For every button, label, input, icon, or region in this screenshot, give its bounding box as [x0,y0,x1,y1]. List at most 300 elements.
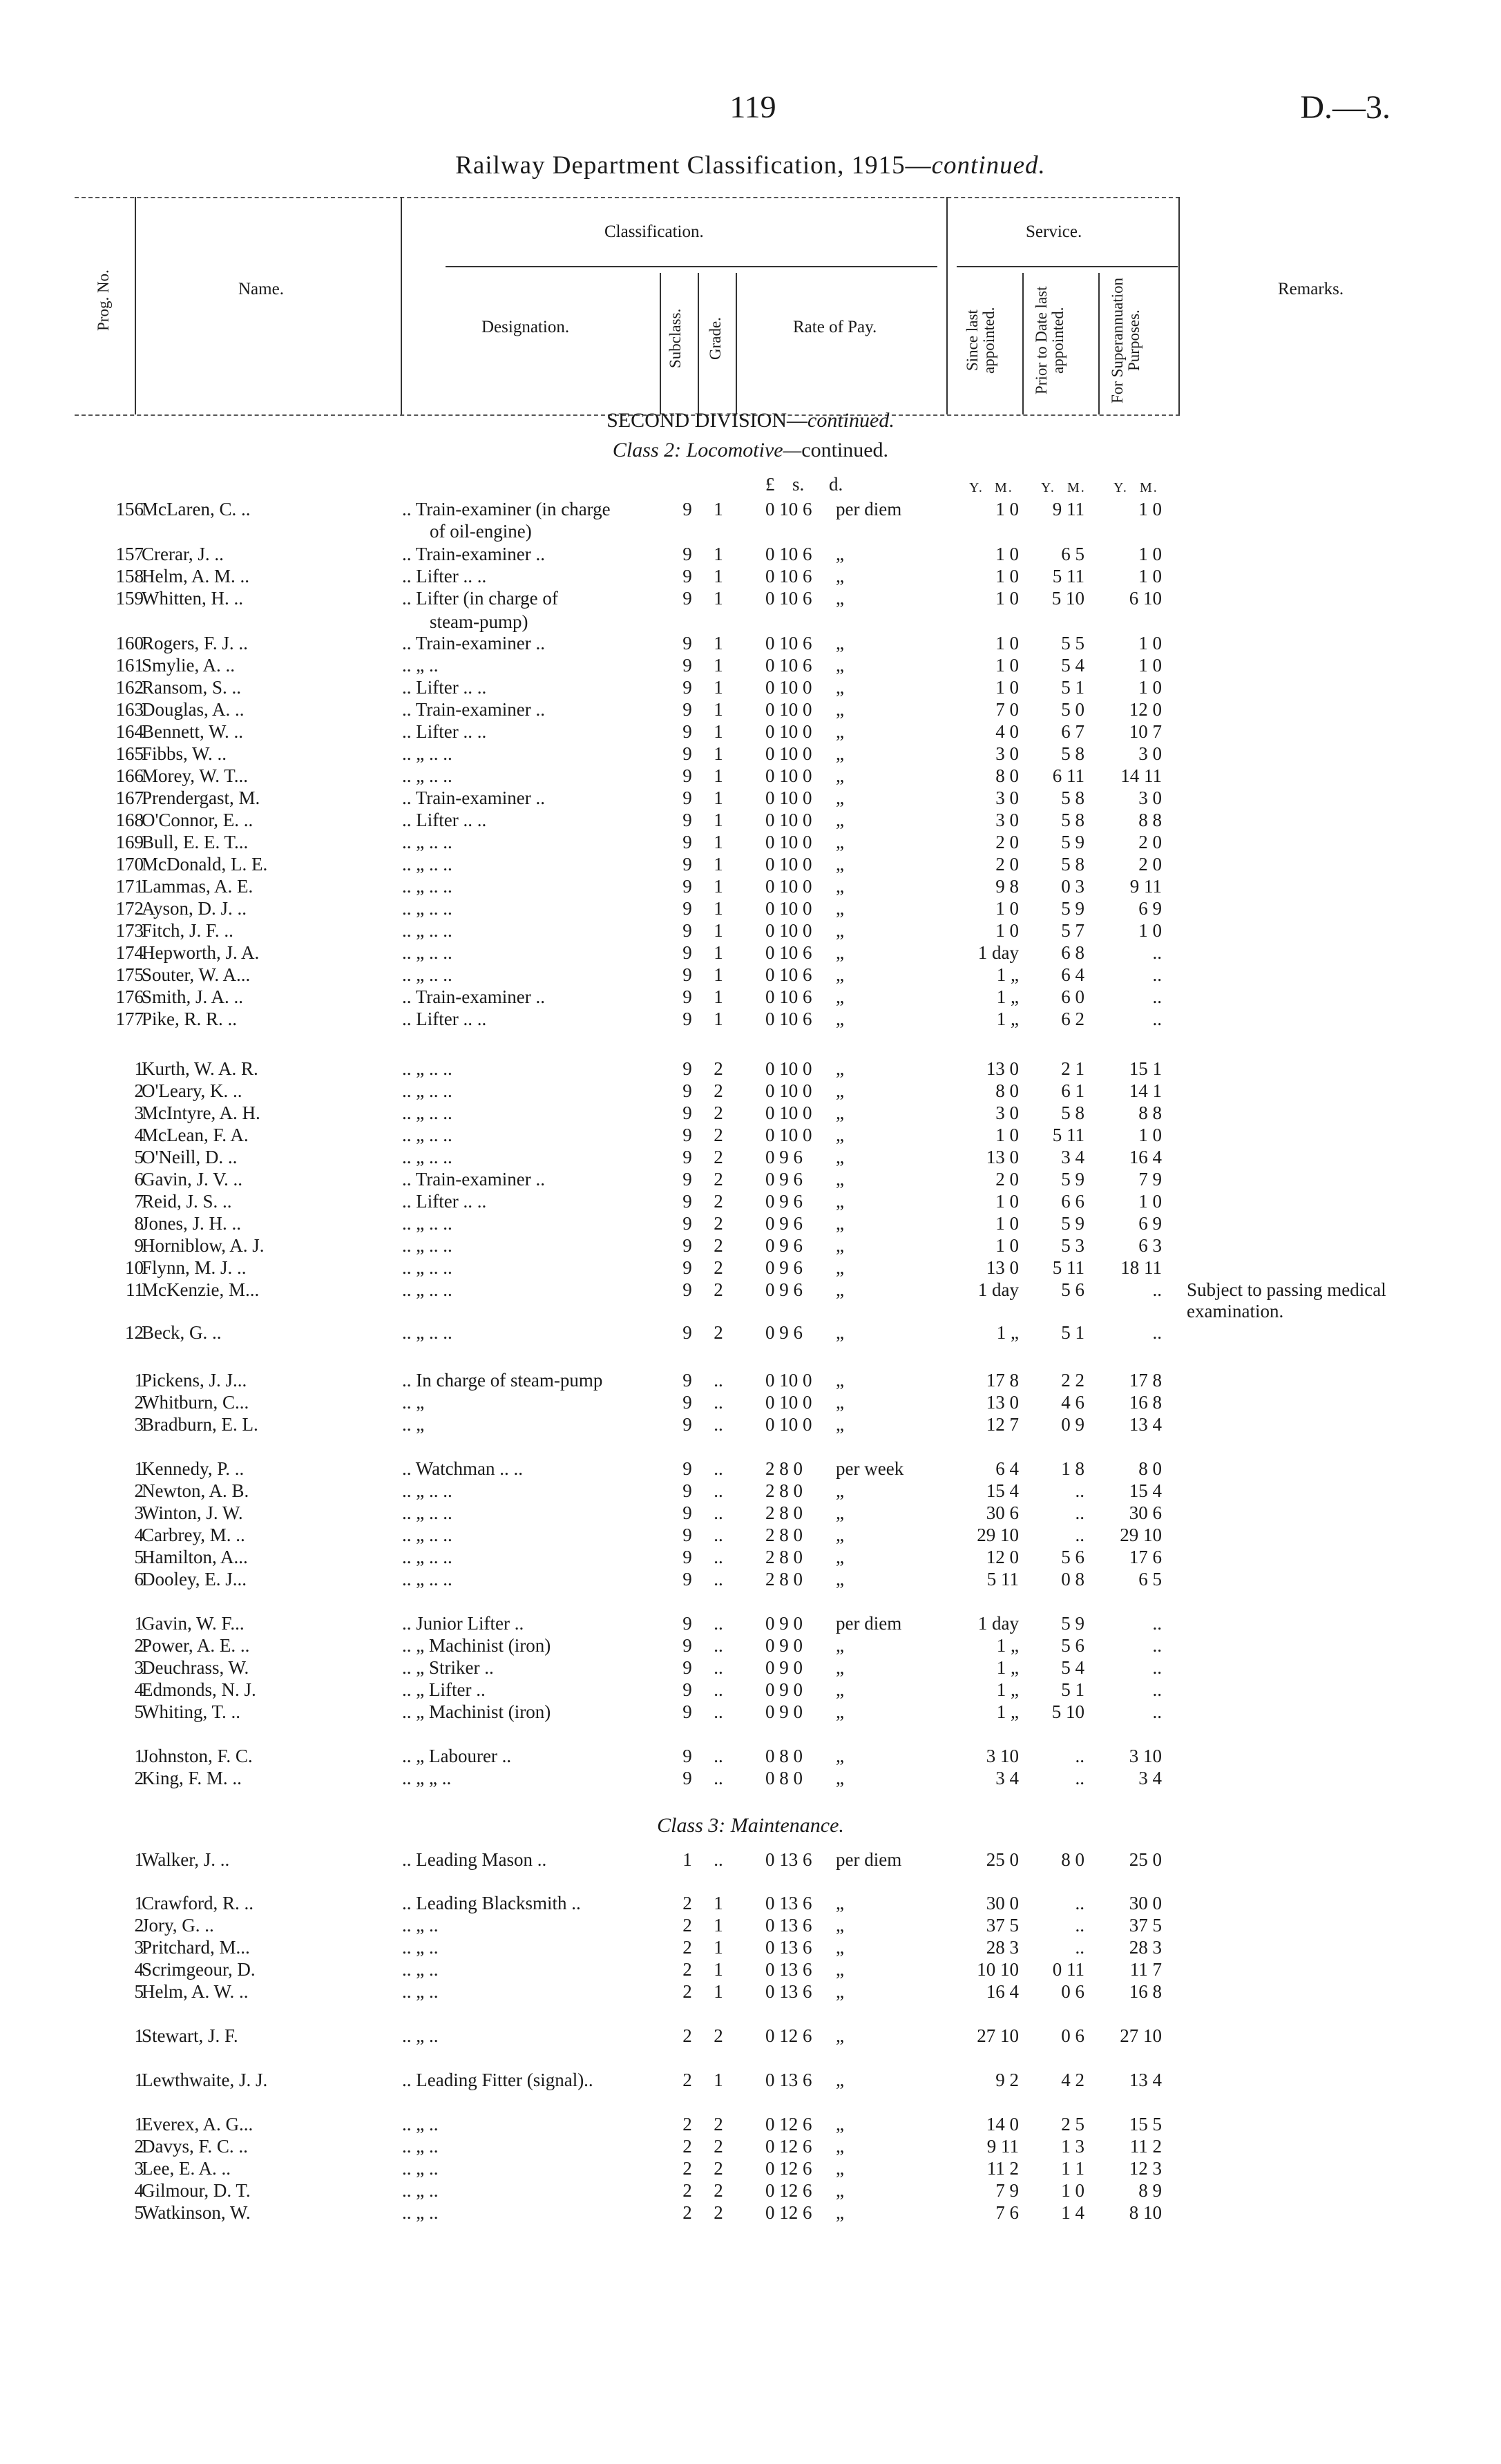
cell-rate: 0 10 0 [765,876,812,897]
cell-s3: .. [1152,1279,1162,1300]
cell-grade: 1 [714,1937,723,1958]
cell-s1: 9 2 [995,2070,1019,2090]
cell-desig: .. „ Striker .. [402,1657,494,1678]
cell-sub: 9 [682,655,692,676]
cell-sub: 9 [682,1125,692,1145]
cell-desig: .. Lifter .. .. [402,1191,487,1212]
cell-s2: 6 0 [1061,986,1084,1007]
cell-prog: 171 [115,876,144,897]
cell-desig: .. „ .. .. [402,1102,452,1123]
cell-rate: 0 9 6 [765,1322,803,1343]
title-continued: continued. [931,151,1046,180]
cell-name: Helm, A. W. .. [142,1981,249,2002]
cell-s1: 25 0 [986,1849,1019,1870]
cell-unit: „ [836,765,844,786]
cell-sub: 9 [682,677,692,698]
cell-sub: 9 [682,1279,692,1300]
cell-s3: 10 7 [1129,721,1162,742]
cell-s3: 13 4 [1129,2070,1162,2090]
cell-prog: 3 [134,1937,144,1958]
cell-unit: „ [836,964,844,985]
cell-rate: 0 13 6 [765,1893,812,1913]
cell-s3: 37 5 [1129,1915,1162,1936]
cell-grade: 1 [714,633,723,653]
cell-grade: 1 [714,810,723,830]
cell-sub: 9 [682,588,692,609]
cell-desig: .. „ .. [402,2114,439,2134]
cell-s2: 5 8 [1061,810,1084,830]
cell-s2: 5 6 [1061,1547,1084,1567]
cell-s3: 1 0 [1138,677,1162,698]
cell-s2: 1 4 [1061,2202,1084,2223]
cell-sub: 9 [682,1502,692,1523]
cell-s3: 8 9 [1138,2180,1162,2201]
cell-unit: „ [836,787,844,808]
cell-prog: 7 [134,1191,144,1212]
cell-s3: 17 6 [1129,1547,1162,1567]
cell-s1: 30 6 [986,1502,1019,1523]
cell-sub: 2 [682,2202,692,2223]
cell-prog: 2 [134,2136,144,2157]
cell-sub: 9 [682,1235,692,1256]
cell-desig: .. Train-examiner .. [402,544,545,564]
cell-sub: 2 [682,2180,692,2201]
cell-unit: „ [836,942,844,963]
cell-grade: 2 [714,1235,723,1256]
cell-grade: 2 [714,1147,723,1167]
header-prog-no: Prog. No. [95,269,112,332]
cell-grade: 1 [714,898,723,919]
cell-name: Winton, J. W. [142,1502,243,1523]
cell-desig: .. In charge of steam-pump [402,1370,603,1391]
cell-s1: 3 0 [995,810,1019,830]
cell-unit: „ [836,986,844,1007]
cell-sub: 2 [682,2025,692,2046]
cell-rate: 0 9 6 [765,1191,803,1212]
cell-grade: .. [714,1525,723,1545]
cell-s2: 1 3 [1061,2136,1084,2157]
cell-name: Fibbs, W. .. [142,743,227,764]
cell-prog: 177 [115,1009,144,1029]
cell-unit: „ [836,1547,844,1567]
cell-grade: 1 [714,986,723,1007]
cell-grade: 1 [714,544,723,564]
cell-name: Lee, E. A. .. [142,2158,231,2179]
cell-s1: 3 4 [995,1768,1019,1788]
cell-name: Fitch, J. F. .. [142,920,233,941]
cell-s3: 9 11 [1129,876,1162,897]
svc2-years-label: Y. [1041,480,1055,495]
cell-s3: 16 8 [1129,1392,1162,1413]
cell-desig: .. Train-examiner .. [402,787,545,808]
cell-sub: 9 [682,1458,692,1479]
cell-sub: 9 [682,964,692,985]
cell-s1: 14 0 [986,2114,1019,2134]
cell-s1: 1 0 [995,1191,1019,1212]
cell-rate: 0 9 6 [765,1147,803,1167]
cell-s2: 0 6 [1061,1981,1084,2002]
header-rate: Rate of Pay. [793,318,877,336]
cell-s3: 6 5 [1138,1569,1162,1589]
cell-sub: 9 [682,986,692,1007]
cell-s2: 5 4 [1061,1657,1084,1678]
cell-grade: 2 [714,2025,723,2046]
cell-s3: 16 4 [1129,1147,1162,1167]
cell-prog: 5 [134,1147,144,1167]
cell-s1: 3 10 [986,1746,1019,1766]
cell-unit: „ [836,1569,844,1589]
cell-sub: 9 [682,1525,692,1545]
cell-s1: 7 6 [995,2202,1019,2223]
class3-heading [0,1814,1501,1837]
svc3-years-label: Y. [1113,480,1128,495]
cell-s2: 6 6 [1061,1191,1084,1212]
cell-s3: 8 8 [1138,810,1162,830]
cell-s1: 1 0 [995,499,1019,519]
class2-continued: continued. [801,439,889,461]
cell-s1: 1 0 [995,544,1019,564]
cell-rate: 0 10 0 [765,854,812,875]
cell-name: McLaren, C. .. [142,499,251,519]
cell-sub: 9 [682,699,692,720]
cell-prog: 5 [134,1547,144,1567]
cell-s1: 13 0 [986,1392,1019,1413]
cell-desig: .. „ .. .. [402,898,452,919]
cell-grade: 2 [714,1080,723,1101]
cell-s3: 30 0 [1129,1893,1162,1913]
cell-name: Kurth, W. A. R. [142,1058,258,1079]
cell-desig: .. „ Machinist (iron) [402,1635,551,1656]
cell-rate: 0 9 6 [765,1235,803,1256]
cell-unit: „ [836,544,844,564]
cell-prog: 160 [115,633,144,653]
cell-grade: 2 [714,2136,723,2157]
cell-prog: 6 [134,1169,144,1190]
cell-name: Gilmour, D. T. [142,2180,251,2201]
cell-grade: 1 [714,765,723,786]
cell-s2: 8 0 [1061,1849,1084,1870]
cell-s1: 27 10 [977,2025,1019,2046]
cell-s1: 13 0 [986,1058,1019,1079]
cell-s2: 5 10 [1051,588,1084,609]
cell-s3: 6 9 [1138,898,1162,919]
cell-prog: 165 [115,743,144,764]
cell-s2: 5 1 [1061,677,1084,698]
cell-desig: .. Leading Fitter (signal).. [402,2070,593,2090]
cell-desig: .. „ .. .. [402,1322,452,1343]
header-service: Service. [1026,222,1082,241]
cell-desig: .. „ .. .. [402,1525,452,1545]
cell-s3: 29 10 [1120,1525,1162,1545]
cell-s2: 5 9 [1061,898,1084,919]
cell-s2: .. [1075,1915,1084,1936]
cell-s3: 1 0 [1138,566,1162,586]
cell-desig: .. Watchman .. .. [402,1458,524,1479]
cell-prog: 1 [134,1893,144,1913]
cell-sub: 9 [682,1191,692,1212]
cell-s1: 12 0 [986,1547,1019,1567]
cell-grade: 1 [714,1981,723,2002]
remark-text: Subject to passing medical examination. [1187,1279,1386,1321]
cell-unit: „ [836,1080,844,1101]
cell-rate: 0 10 6 [765,986,812,1007]
cell-sub: 2 [682,2114,692,2134]
cell-desig: .. „ .. [402,655,439,676]
cell-prog: 1 [134,1058,144,1079]
division-main: SECOND DIVISION— [606,409,808,432]
cell-desig: .. „ .. .. [402,1279,452,1300]
cell-prog: 159 [115,588,144,609]
cell-unit: „ [836,1768,844,1788]
cell-s3: 27 10 [1120,2025,1162,2046]
title-main: Railway Department Classification, 1915— [455,151,932,180]
cell-name: Newton, A. B. [142,1480,249,1501]
cell-grade: 1 [714,787,723,808]
cell-s3: 8 0 [1138,1458,1162,1479]
cell-rate: 2 8 0 [765,1502,803,1523]
cell-rate: 0 10 0 [765,832,812,852]
cell-sub: 2 [682,1981,692,2002]
page-number: 119 [729,89,776,124]
cell-s3: 1 0 [1138,920,1162,941]
cell-desig: .. „ [402,1392,425,1413]
header-designation: Designation. [481,318,570,336]
cell-rate: 0 12 6 [765,2158,812,2179]
cell-name: O'Leary, K. .. [142,1080,242,1101]
cell-prog: 2 [134,1768,144,1788]
cell-name: Power, A. E. .. [142,1635,250,1656]
header-grade: Grade. [707,317,724,360]
cell-unit: „ [836,810,844,830]
cell-s2: 6 1 [1061,1080,1084,1101]
cell-s3: 1 0 [1138,655,1162,676]
cell-desig: .. „ .. [402,1915,439,1936]
cell-s2: 2 2 [1061,1370,1084,1391]
cell-prog: 2 [134,1480,144,1501]
cell-sub: 9 [682,1392,692,1413]
cell-unit: „ [836,1525,844,1545]
cell-unit: „ [836,699,844,720]
continuation-line: steam-pump) [430,611,528,632]
cell-grade: 2 [714,1257,723,1278]
cell-rate: 0 9 0 [765,1657,803,1678]
cell-s2: 9 11 [1052,499,1084,519]
cell-s1: 2 0 [995,832,1019,852]
cell-unit: „ [836,1058,844,1079]
cell-name: Lammas, A. E. [142,876,254,897]
cell-s2: 4 6 [1061,1392,1084,1413]
cell-desig: .. „ .. [402,1937,439,1958]
cell-name: Edmonds, N. J. [142,1679,256,1700]
cell-sub: 9 [682,854,692,875]
cell-prog: 5 [134,1981,144,2002]
cell-s2: 4 2 [1061,2070,1084,2090]
cell-s1: 17 8 [986,1370,1019,1391]
cell-desig: .. „ .. [402,2136,439,2157]
cell-unit: „ [836,1009,844,1029]
cell-desig: .. „ .. .. [402,1502,452,1523]
cell-desig: .. „ .. .. [402,1480,452,1501]
cell-desig: .. Junior Lifter .. [402,1613,524,1634]
cell-prog: 6 [134,1569,144,1589]
cell-prog: 1 [134,1458,144,1479]
cell-unit: „ [836,1701,844,1722]
cell-rate: 0 10 6 [765,588,812,609]
cell-prog: 1 [134,2070,144,2090]
cell-rate: 0 13 6 [765,1959,812,1980]
cell-name: Deuchrass, W. [142,1657,249,1678]
cell-prog: 4 [134,1125,144,1145]
cell-rate: 0 13 6 [765,1981,812,2002]
cell-grade: 1 [714,1009,723,1029]
cell-unit: per diem [836,1613,902,1634]
cell-sub: 2 [682,1893,692,1913]
cell-unit: „ [836,1480,844,1501]
cell-desig: .. „ .. .. [402,876,452,897]
cell-s1: 1 0 [995,1213,1019,1234]
cell-s2: .. [1075,1746,1084,1766]
cell-grade: 2 [714,1279,723,1300]
cell-name: Jory, G. .. [142,1915,214,1936]
cell-unit: per diem [836,1849,902,1870]
cell-name: Pike, R. R. .. [142,1009,238,1029]
cell-s1: 3 0 [995,787,1019,808]
cell-sub: 9 [682,499,692,519]
cell-s1: 8 0 [995,765,1019,786]
class2-name: Locomotive— [686,439,802,461]
cell-unit: „ [836,2180,844,2201]
cell-rate: 0 10 0 [765,1080,812,1101]
cell-sub: 9 [682,1213,692,1234]
cell-grade: .. [714,1414,723,1435]
division-continued: continued. [807,409,895,432]
cell-sub: 9 [682,1569,692,1589]
cell-desig: .. Lifter .. .. [402,721,487,742]
cell-s3: 12 0 [1129,699,1162,720]
cell-prog: 2 [134,1392,144,1413]
cell-name: Helm, A. M. .. [142,566,250,586]
cell-name: Whiting, T. .. [142,1701,240,1722]
cell-prog: 2 [134,1915,144,1936]
cell-s1: 1 0 [995,588,1019,609]
cell-grade: 1 [714,721,723,742]
cell-s3: 1 0 [1138,499,1162,519]
cell-s3: 2 0 [1138,854,1162,875]
page-reference: D.—3. [1300,89,1390,126]
cell-sub: 9 [682,1102,692,1123]
cell-sub: 9 [682,920,692,941]
cell-rate: 0 10 0 [765,721,812,742]
cell-unit: per diem [836,499,902,519]
cell-s1: 1 0 [995,920,1019,941]
cell-rate: 0 10 0 [765,810,812,830]
cell-desig: .. „ Lifter .. [402,1679,486,1700]
cell-name: Crawford, R. .. [142,1893,254,1913]
cell-desig: .. „ .. .. [402,854,452,875]
cell-prog: 11 [126,1279,144,1300]
cell-name: Stewart, J. F. [142,2025,238,2046]
cell-unit: „ [836,1959,844,1980]
cell-s2: 5 4 [1061,655,1084,676]
cell-s1: 5 11 [986,1569,1019,1589]
cell-rate: 0 10 0 [765,1414,812,1435]
cell-grade: 1 [714,2070,723,2090]
cell-name: Gavin, J. V. .. [142,1169,243,1190]
cell-s1: 8 0 [995,1080,1019,1101]
cell-rate: 0 10 0 [765,787,812,808]
cell-s1: 9 11 [986,2136,1019,2157]
cell-desig: .. „ [402,1414,425,1435]
cell-unit: „ [836,721,844,742]
cell-rate: 0 12 6 [765,2180,812,2201]
cell-s1: 13 0 [986,1147,1019,1167]
cell-name: Smylie, A. .. [142,655,236,676]
cell-rate: 0 9 0 [765,1679,803,1700]
cell-rate: 2 8 0 [765,1480,803,1501]
cell-s2: 1 0 [1061,2180,1084,2201]
cell-grade: .. [714,1392,723,1413]
continuation-line: of oil-engine) [430,521,532,542]
cell-name: Kennedy, P. .. [142,1458,245,1479]
cell-s1: 1 „ [996,1679,1019,1700]
cell-s3: 30 6 [1129,1502,1162,1523]
cell-desig: .. „ .. .. [402,964,452,985]
cell-desig: .. „ .. .. [402,832,452,852]
cell-s3: 12 3 [1129,2158,1162,2179]
cell-prog: 170 [115,854,144,875]
cell-desig: .. „ .. [402,2180,439,2201]
cell-rate: 0 10 0 [765,1058,812,1079]
cell-unit: „ [836,2070,844,2090]
cell-s3: 2 0 [1138,832,1162,852]
header-subclass: Subclass. [667,308,684,369]
cell-s3: 1 0 [1138,1125,1162,1145]
cell-unit: „ [836,2025,844,2046]
cell-name: Beck, G. .. [142,1322,222,1343]
cell-s3: .. [1152,1613,1162,1634]
cell-grade: 1 [714,699,723,720]
header-superannuation: For Superannuation Purposes. [1109,277,1143,403]
cell-rate: 2 8 0 [765,1525,803,1545]
cell-name: Souter, W. A... [142,964,251,985]
cell-grade: 2 [714,1322,723,1343]
cell-rate: 0 9 0 [765,1613,803,1634]
cell-s3: 15 5 [1129,2114,1162,2134]
header-prior-to-date: Prior to Date last appointed. [1033,286,1067,394]
cell-s3: .. [1152,964,1162,985]
cell-name: Douglas, A. .. [142,699,245,720]
cell-unit: „ [836,1915,844,1936]
cell-sub: 9 [682,942,692,963]
cell-prog: 158 [115,566,144,586]
division-heading [0,409,1501,432]
class3-label: Class 3: [657,1814,726,1837]
cell-name: O'Connor, E. .. [142,810,254,830]
cell-desig: .. „ .. [402,2025,439,2046]
cell-desig: .. „ .. .. [402,1235,452,1256]
cell-unit: „ [836,854,844,875]
cell-s1: 1 day [977,1613,1019,1634]
cell-name: Ransom, S. .. [142,677,242,698]
pounds-label: £ [765,474,775,495]
cell-s1: 1 „ [996,964,1019,985]
cell-rate: 0 10 0 [765,1392,812,1413]
cell-prog: 1 [134,1613,144,1634]
cell-name: Bennett, W. .. [142,721,243,742]
cell-grade: 1 [714,854,723,875]
cell-name: Flynn, M. J. .. [142,1257,247,1278]
cell-prog: 1 [134,1370,144,1391]
